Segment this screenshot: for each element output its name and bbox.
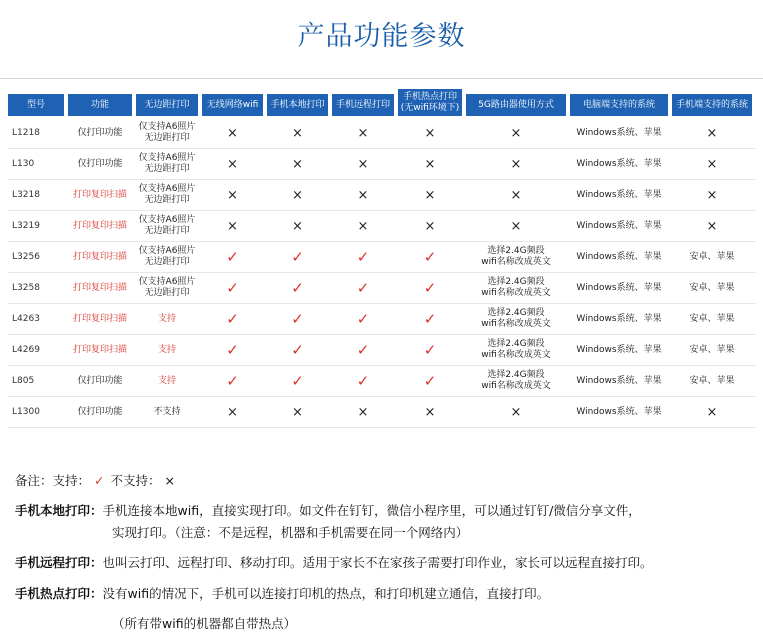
cell-remote: ✓ xyxy=(356,371,370,390)
cell-remote: × xyxy=(357,125,369,141)
note-local-text-2: 实现打印。（注意：不是远程，机器和手机需要在同一个网络内） xyxy=(112,525,469,540)
cell-model: L3218 xyxy=(12,189,40,200)
column-header: 电脑端支持的系统 xyxy=(570,94,668,116)
cell-pc: Windows系统、苹果 xyxy=(576,127,662,138)
cell-pc: Windows系统、苹果 xyxy=(576,189,662,200)
cell-phone: 安卓、苹果 xyxy=(689,282,735,293)
note-remote-text: 也叫云打印、远程打印、移动打印。适用于家长不在家孩子需要打印作业，家长可以远程直接打印。 xyxy=(102,555,653,570)
note-hotspot-label: 手机热点打印： xyxy=(15,586,103,601)
cell-func: 打印复印扫描 xyxy=(72,220,127,231)
table-row xyxy=(8,304,756,335)
cell-line: 仅支持A6照片 xyxy=(138,277,196,287)
cell-func: 打印复印扫描 xyxy=(72,344,127,355)
cell-phone: 安卓、苹果 xyxy=(689,344,735,355)
table-header xyxy=(8,89,756,116)
cell-local: ✓ xyxy=(291,247,304,266)
cell-line: 无边距打印 xyxy=(144,288,190,298)
cell-lines xyxy=(139,122,196,144)
cell-model: L1300 xyxy=(12,406,40,417)
cell-line: 选择2.4G频段 xyxy=(487,308,545,318)
cell-remote: × xyxy=(357,156,369,172)
cell-router xyxy=(466,335,566,365)
cell-border xyxy=(136,211,198,241)
cell-border xyxy=(136,335,198,365)
cell-phone: × xyxy=(706,187,718,203)
note-hotspot-print xyxy=(15,584,549,602)
cell-local: × xyxy=(292,187,303,203)
cell-hotspot: ✓ xyxy=(423,278,437,297)
cell-func: 打印复印扫描 xyxy=(72,313,127,324)
cell-line: wifi名称改成英文 xyxy=(481,350,551,360)
cell-hotspot: ✓ xyxy=(423,309,437,328)
column-header: 无线网络wifi xyxy=(202,94,263,116)
cell-lines xyxy=(139,153,196,175)
table-row xyxy=(8,118,756,149)
cell-router xyxy=(466,242,566,272)
table-row xyxy=(8,211,756,242)
column-header: 5G路由器使用方式 xyxy=(466,94,566,116)
cell-line: wifi名称改成英文 xyxy=(481,257,551,267)
cell-hotspot: ✓ xyxy=(423,247,437,266)
cell-wifi: ✓ xyxy=(226,247,239,266)
cell-model: L1218 xyxy=(12,127,40,138)
cell-router: × xyxy=(510,404,522,420)
page-title: 产品功能参数 xyxy=(297,21,466,52)
cell-lines xyxy=(153,407,180,418)
cell-wifi: × xyxy=(227,156,238,172)
cell-border xyxy=(136,118,198,148)
legend-no-label: 不支持： xyxy=(110,473,161,488)
cell-pc: Windows系统、苹果 xyxy=(576,344,662,355)
cell-pc: Windows系统、苹果 xyxy=(576,251,662,262)
cell-model: L4269 xyxy=(12,344,40,355)
cell-model: L130 xyxy=(12,158,35,169)
column-header-line: (无wifi环境下) xyxy=(400,102,460,113)
cell-remote: ✓ xyxy=(356,340,370,359)
cell-border xyxy=(136,397,198,427)
note-local-print xyxy=(15,501,641,541)
column-header: 手机端支持的系统 xyxy=(672,94,752,116)
cell-lines xyxy=(158,314,176,325)
cell-local: × xyxy=(292,156,303,172)
note-local-text: 手机连接本地wifi，直接实现打印。如文件在钉钉，微信小程序里，可以通过钉钉/微信分享文件， xyxy=(102,503,641,518)
cell-line: wifi名称改成英文 xyxy=(481,381,551,391)
cell-line: 支持 xyxy=(157,313,176,324)
note-hotspot-text: 没有wifi的情况下，手机可以连接打印机的热点，和打印机建立通信，直接打印。 xyxy=(102,586,550,601)
cell-local: × xyxy=(292,125,303,141)
cell-pc: Windows系统、苹果 xyxy=(576,158,662,169)
note-local-label: 手机本地打印： xyxy=(15,503,103,518)
cell-phone: × xyxy=(706,218,718,234)
cell-line: 选择2.4G频段 xyxy=(487,339,545,349)
legend-note xyxy=(15,471,175,489)
spec-table xyxy=(8,89,756,428)
cell-local: × xyxy=(292,404,303,420)
cell-router xyxy=(466,273,566,303)
cell-lines xyxy=(481,246,551,268)
cell-phone: × xyxy=(706,404,718,420)
cell-remote: ✓ xyxy=(356,278,370,297)
table-row xyxy=(8,397,756,428)
cell-lines xyxy=(481,339,551,361)
cell-hotspot: ✓ xyxy=(423,340,437,359)
cell-wifi: × xyxy=(227,404,238,420)
cell-hotspot: × xyxy=(424,404,436,420)
cell-lines xyxy=(139,215,196,237)
cell-border xyxy=(136,242,198,272)
column-header xyxy=(398,89,462,116)
column-header: 型号 xyxy=(8,94,64,116)
cell-hotspot: × xyxy=(424,218,436,234)
cell-wifi: × xyxy=(227,218,238,234)
column-header: 无边距打印 xyxy=(136,94,198,116)
cell-phone: × xyxy=(706,125,718,141)
cell-func: 仅打印功能 xyxy=(77,406,123,417)
cell-line: 仅支持A6照片 xyxy=(138,184,196,194)
cell-local: ✓ xyxy=(291,309,304,328)
note-remote-label: 手机远程打印： xyxy=(15,555,103,570)
table-row xyxy=(8,335,756,366)
cell-lines xyxy=(481,370,551,392)
cell-wifi: ✓ xyxy=(226,309,239,328)
legend-label: 备注：支持： xyxy=(15,473,91,488)
cell-lines xyxy=(139,246,196,268)
cell-lines xyxy=(481,277,551,299)
table-body xyxy=(8,118,756,428)
cell-lines xyxy=(139,184,196,206)
cell-wifi: × xyxy=(227,187,238,203)
cell-pc: Windows系统、苹果 xyxy=(576,313,662,324)
cell-lines xyxy=(481,308,551,330)
cell-phone: 安卓、苹果 xyxy=(689,313,735,324)
table-row xyxy=(8,149,756,180)
cell-border xyxy=(136,273,198,303)
note-remote-print xyxy=(15,553,653,571)
cell-pc: Windows系统、苹果 xyxy=(576,375,662,386)
cell-func: 仅打印功能 xyxy=(77,375,123,386)
cell-line: 无边距打印 xyxy=(144,195,190,205)
cell-func: 仅打印功能 xyxy=(77,158,123,169)
cell-model: L3219 xyxy=(12,220,40,231)
table-row xyxy=(8,242,756,273)
cell-router: × xyxy=(510,187,522,203)
cell-line: wifi名称改成英文 xyxy=(481,319,551,329)
table-row xyxy=(8,180,756,211)
cell-func: 打印复印扫描 xyxy=(72,189,127,200)
cell-pc: Windows系统、苹果 xyxy=(576,406,662,417)
cell-model: L4263 xyxy=(12,313,40,324)
cell-local: ✓ xyxy=(291,278,304,297)
cell-wifi: ✓ xyxy=(226,371,239,390)
cell-pc: Windows系统、苹果 xyxy=(576,282,662,293)
cell-line: 支持 xyxy=(157,375,176,386)
cell-router: × xyxy=(510,156,522,172)
cell-hotspot: × xyxy=(424,187,436,203)
cell-line: 无边距打印 xyxy=(144,164,190,174)
cell-lines xyxy=(158,345,176,356)
column-header: 手机远程打印 xyxy=(332,94,394,116)
cell-func: 打印复印扫描 xyxy=(72,251,127,262)
table-row xyxy=(8,366,756,397)
cell-router: × xyxy=(510,125,522,141)
cell-line: 仅支持A6照片 xyxy=(138,215,196,225)
cell-local: ✓ xyxy=(291,371,304,390)
cell-model: L3256 xyxy=(12,251,40,262)
cell-local: ✓ xyxy=(291,340,304,359)
cell-hotspot: ✓ xyxy=(423,371,437,390)
cell-pc: Windows系统、苹果 xyxy=(576,220,662,231)
cell-remote: × xyxy=(357,218,369,234)
check-icon: ✓ xyxy=(94,473,105,488)
cell-lines xyxy=(158,376,176,387)
column-header: 功能 xyxy=(68,94,132,116)
cell-hotspot: × xyxy=(424,125,436,141)
cell-line: 仅支持A6照片 xyxy=(138,122,196,132)
table-row xyxy=(8,273,756,304)
cell-model: L805 xyxy=(12,375,35,386)
cell-line: 仅支持A6照片 xyxy=(138,246,196,256)
cell-remote: ✓ xyxy=(356,309,370,328)
cell-hotspot: × xyxy=(424,156,436,172)
cell-phone: 安卓、苹果 xyxy=(689,375,735,386)
cell-line: 不支持 xyxy=(153,406,181,417)
cell-func: 打印复印扫描 xyxy=(72,282,127,293)
cell-func: 仅打印功能 xyxy=(77,127,123,138)
cell-border xyxy=(136,366,198,396)
cell-line: 无边距打印 xyxy=(144,226,190,236)
cell-wifi: ✓ xyxy=(226,340,239,359)
cell-remote: × xyxy=(357,187,369,203)
cell-remote: ✓ xyxy=(356,247,370,266)
title-divider xyxy=(0,78,763,79)
cell-line: wifi名称改成英文 xyxy=(481,288,551,298)
cell-phone: 安卓、苹果 xyxy=(689,251,735,262)
column-header: 手机本地打印 xyxy=(267,94,328,116)
cell-router xyxy=(466,304,566,334)
cell-router: × xyxy=(510,218,522,234)
cell-line: 选择2.4G频段 xyxy=(487,246,545,256)
cell-router xyxy=(466,366,566,396)
cell-line: 支持 xyxy=(157,344,176,355)
cell-local: × xyxy=(292,218,303,234)
note-hotspot-text-2: （所有带wifi的机器都自带热点） xyxy=(112,616,297,631)
cell-wifi: ✓ xyxy=(226,278,239,297)
cell-remote: × xyxy=(357,404,369,420)
cell-line: 仅支持A6照片 xyxy=(138,153,196,163)
cell-wifi: × xyxy=(227,125,238,141)
cell-line: 选择2.4G频段 xyxy=(487,370,545,380)
x-icon: × xyxy=(164,473,175,488)
cell-phone: × xyxy=(706,156,718,172)
cell-border xyxy=(136,149,198,179)
column-header-line: 手机热点打印 xyxy=(402,91,457,102)
cell-border xyxy=(136,304,198,334)
cell-line: 选择2.4G频段 xyxy=(487,277,545,287)
cell-border xyxy=(136,180,198,210)
cell-line: 无边距打印 xyxy=(144,257,190,267)
cell-lines xyxy=(139,277,196,299)
cell-model: L3258 xyxy=(12,282,40,293)
cell-line: 无边距打印 xyxy=(144,133,190,143)
